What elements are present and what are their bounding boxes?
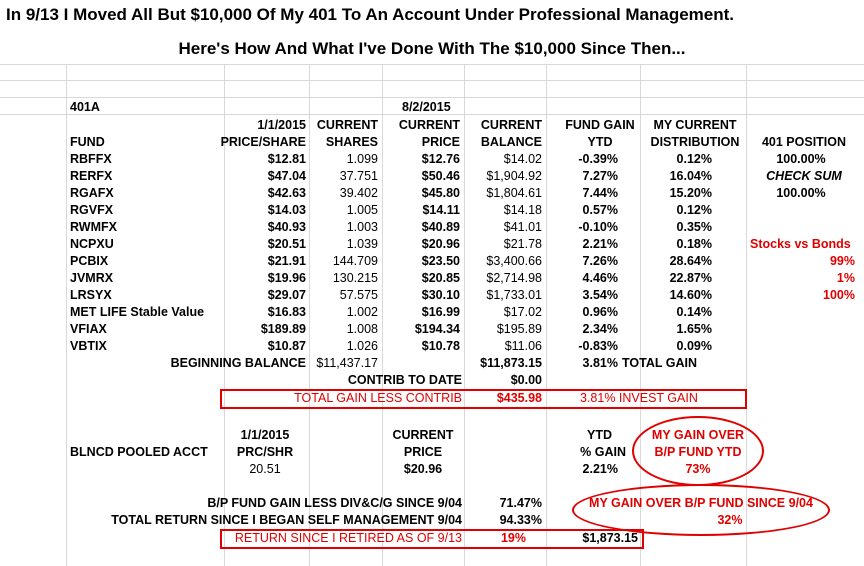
col-header-2-top: CURRENT <box>316 118 378 132</box>
shares: 130.215 <box>332 271 378 285</box>
col-header-4-bot: BALANCE <box>480 135 542 149</box>
total-return-label: TOTAL RETURN SINCE I BEGAN SELF MANAGEMENT 9/04 <box>111 513 462 527</box>
price-share: $20.51 <box>267 237 306 251</box>
current-price: $30.10 <box>421 288 460 302</box>
shares: 1.003 <box>346 220 378 234</box>
current-price: $23.50 <box>421 254 460 268</box>
pooled-cur-val: $20.96 <box>403 462 443 476</box>
fund-gain-ytd: 7.26% <box>582 254 618 268</box>
price-share: $14.03 <box>267 203 306 217</box>
current-balance: $1,733.01 <box>486 288 542 302</box>
my-gain-ytd-value: 73% <box>685 462 711 476</box>
header-date-current: 8/2/2015 <box>402 100 451 114</box>
price-share: $16.83 <box>267 305 306 319</box>
pooled-col1-bot: PRC/SHR <box>236 445 294 459</box>
price-share: $40.93 <box>267 220 306 234</box>
current-balance: $14.18 <box>503 203 542 217</box>
section-label: 401A <box>70 100 100 114</box>
distribution: 0.12% <box>676 203 712 217</box>
price-share: $42.63 <box>267 186 306 200</box>
current-balance: $1,804.61 <box>486 186 542 200</box>
bonds-pct: 1% <box>836 271 855 285</box>
col-header-1-bot: PRICE/SHARE <box>220 135 306 149</box>
invest-gain: 3.81% INVEST GAIN <box>580 391 698 405</box>
fund-name: RGAFX <box>70 186 114 200</box>
position-total: 100.00% <box>776 152 826 166</box>
gain-since-904-value: 32% <box>717 513 743 527</box>
fund-name: NCPXU <box>70 237 114 251</box>
my-gain-ytd-line1: MY GAIN OVER <box>651 428 745 442</box>
current-balance: $17.02 <box>503 305 542 319</box>
fund-name: RERFX <box>70 169 113 183</box>
bp-fund-gain-value: 71.47% <box>499 496 542 510</box>
current-total: $11,873.15 <box>480 356 542 370</box>
position-header: 401 POSITION <box>761 135 847 149</box>
col-header-1-top: 1/1/2015 <box>257 118 306 132</box>
current-price: $194.34 <box>414 322 460 336</box>
bp-fund-gain-label: B/P FUND GAIN LESS DIV&C/G SINCE 9/04 <box>207 496 462 510</box>
current-price: $50.46 <box>421 169 460 183</box>
col-header-3-top: CURRENT <box>398 118 460 132</box>
total-return-value: 94.33% <box>499 513 542 527</box>
less-contrib-value: $435.98 <box>496 391 542 405</box>
current-balance: $2,714.98 <box>486 271 542 285</box>
col-header-6-top: MY CURRENT <box>653 118 737 132</box>
fund-gain-ytd: 3.54% <box>582 288 618 302</box>
current-price: $12.76 <box>421 152 460 166</box>
current-price: $20.96 <box>421 237 460 251</box>
distribution: 22.87% <box>669 271 712 285</box>
fund-name: JVMRX <box>70 271 114 285</box>
distribution: 1.65% <box>676 322 712 336</box>
fund-header: FUND <box>70 135 105 149</box>
price-share: $12.81 <box>267 152 306 166</box>
pooled-cur-top: CURRENT <box>392 428 454 442</box>
fund-name: RBFFX <box>70 152 112 166</box>
fund-gain-ytd: 7.27% <box>582 169 618 183</box>
fund-name: MET LIFE Stable Value <box>70 305 205 319</box>
shares: 1.002 <box>346 305 378 319</box>
distribution: 0.12% <box>676 152 712 166</box>
fund-gain-ytd: 4.46% <box>582 271 618 285</box>
shares: 37.751 <box>339 169 378 183</box>
fund-gain-ytd: 2.21% <box>582 237 618 251</box>
price-share: $21.91 <box>267 254 306 268</box>
fund-name: VBTIX <box>70 339 107 353</box>
price-share: $19.96 <box>267 271 306 285</box>
pooled-ytd-bot: % GAIN <box>580 445 626 459</box>
total-gain-label: TOTAL GAIN <box>622 356 697 370</box>
fund-gain-ytd: -0.39% <box>578 152 618 166</box>
current-balance: $11.06 <box>504 339 542 353</box>
col-header-4-top: CURRENT <box>480 118 542 132</box>
title-line-2: Here's How And What I've Done With The $10,000 Since Then... <box>178 39 686 58</box>
total-gain-pct: 3.81% <box>582 356 618 370</box>
distribution: 28.64% <box>669 254 712 268</box>
contrib-label: CONTRIB TO DATE <box>347 373 462 387</box>
beginning-balance-label: BEGINNING BALANCE <box>170 356 306 370</box>
col-header-6-bot: DISTRIBUTION <box>650 135 740 149</box>
retired-amount: $1,873.15 <box>582 531 638 545</box>
contrib-value: $0.00 <box>510 373 542 387</box>
shares: 1.099 <box>346 152 378 166</box>
price-share: $189.89 <box>260 322 306 336</box>
title-line-1: In 9/13 I Moved All But $10,000 Of My 401 To An Account Under Professional Management. <box>6 5 735 24</box>
fund-name: RWMFX <box>70 220 117 234</box>
price-share: $29.07 <box>267 288 306 302</box>
gain-since-904-label: MY GAIN OVER B/P FUND SINCE 9/04 <box>589 496 813 510</box>
pooled-ytd-top: YTD <box>587 428 612 442</box>
beginning-balance-value: $11,437.17 <box>316 356 378 370</box>
current-price: $40.89 <box>421 220 460 234</box>
stocks-vs-bonds-label: Stocks vs Bonds <box>750 237 851 251</box>
retired-pct: 19% <box>500 531 526 545</box>
current-price: $20.85 <box>421 271 460 285</box>
fund-name: VFIAX <box>70 322 107 336</box>
shares: 1.005 <box>346 203 378 217</box>
fund-gain-ytd: 2.34% <box>582 322 618 336</box>
col-header-2-bot: SHARES <box>325 135 378 149</box>
shares: 1.039 <box>346 237 378 251</box>
current-balance: $1,904.92 <box>486 169 542 183</box>
less-contrib-label: TOTAL GAIN LESS CONTRIB <box>294 391 462 405</box>
current-price: $14.11 <box>422 203 460 217</box>
shares: 39.402 <box>339 186 378 200</box>
pooled-col1-top: 1/1/2015 <box>240 428 290 442</box>
current-price: $16.99 <box>421 305 460 319</box>
current-balance: $14.02 <box>503 152 542 166</box>
distribution: 0.35% <box>676 220 712 234</box>
fund-name: LRSYX <box>70 288 112 302</box>
col-header-5-bot: YTD <box>587 135 613 149</box>
fund-name: PCBIX <box>70 254 109 268</box>
distribution: 14.60% <box>669 288 712 302</box>
stocks-pct: 99% <box>829 254 855 268</box>
current-balance: $41.01 <box>503 220 542 234</box>
fund-gain-ytd: -0.83% <box>578 339 618 353</box>
my-gain-ytd-line2: B/P FUND YTD <box>654 445 742 459</box>
fund-gain-ytd: -0.10% <box>578 220 618 234</box>
fund-gain-ytd: 0.57% <box>582 203 618 217</box>
pooled-cur-bot: PRICE <box>403 445 443 459</box>
retired-label: RETURN SINCE I RETIRED AS OF 9/13 <box>234 531 462 545</box>
price-share: $10.87 <box>267 339 306 353</box>
shares: 57.575 <box>339 288 378 302</box>
distribution: 0.14% <box>676 305 712 319</box>
col-header-3-bot: PRICE <box>421 135 460 149</box>
current-balance: $195.89 <box>496 322 542 336</box>
distribution: 16.04% <box>669 169 712 183</box>
fund-name: RGVFX <box>70 203 114 217</box>
fund-gain-ytd: 7.44% <box>582 186 618 200</box>
shares: 144.709 <box>332 254 378 268</box>
total-pct: 100% <box>823 288 855 302</box>
fund-gain-ytd: 0.96% <box>582 305 618 319</box>
current-balance: $3,400.66 <box>486 254 542 268</box>
check-sum-value: 100.00% <box>776 186 826 200</box>
distribution: 15.20% <box>669 186 712 200</box>
col-header-5-top: FUND GAIN <box>565 118 635 132</box>
pooled-col1-val: 20.51 <box>249 462 281 476</box>
shares: 1.008 <box>346 322 378 336</box>
pooled-label: BLNCD POOLED ACCT <box>70 445 208 459</box>
price-share: $47.04 <box>267 169 306 183</box>
current-price: $45.80 <box>421 186 460 200</box>
pooled-ytd-val: 2.21% <box>582 462 618 476</box>
shares: 1.026 <box>346 339 378 353</box>
check-sum-label: CHECK SUM <box>766 169 842 183</box>
current-price: $10.78 <box>421 339 460 353</box>
distribution: 0.18% <box>676 237 712 251</box>
current-balance: $21.78 <box>503 237 542 251</box>
distribution: 0.09% <box>676 339 712 353</box>
